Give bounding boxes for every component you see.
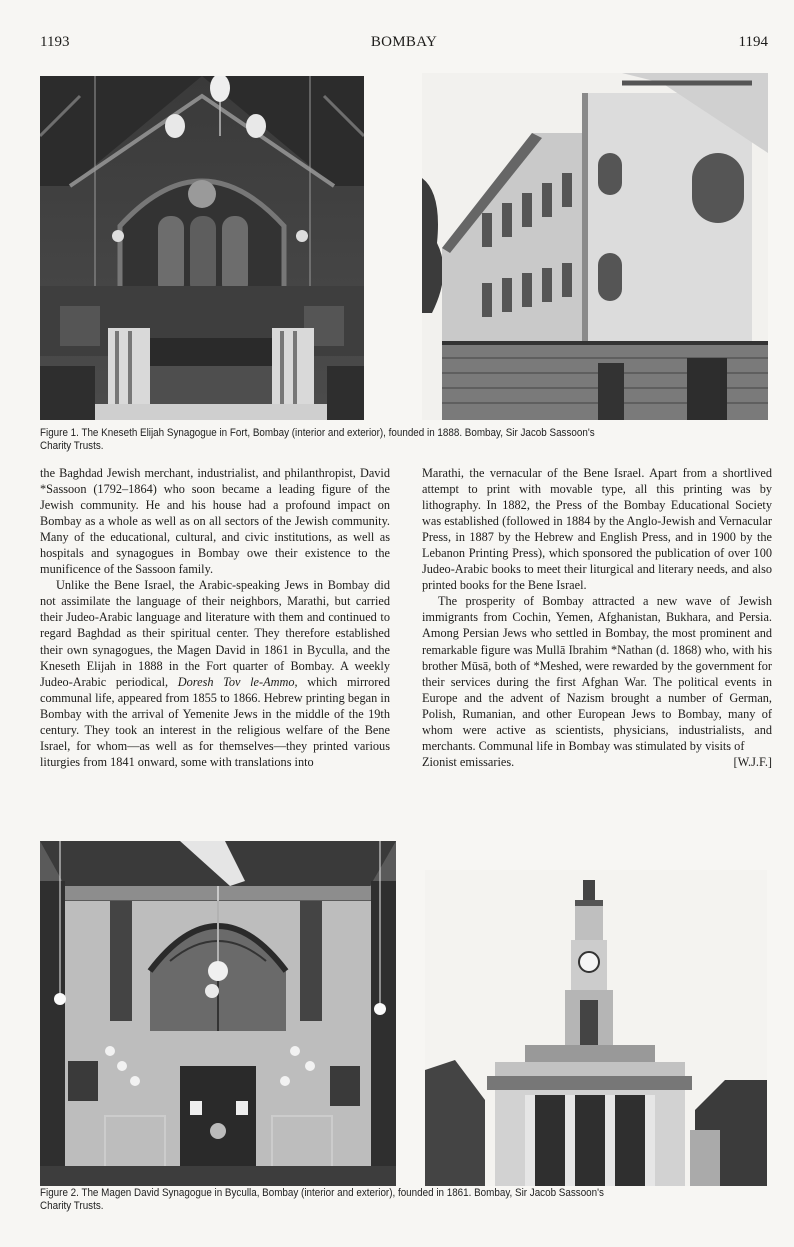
- figure2-exterior-photo: [425, 870, 767, 1186]
- figure2-caption: [40, 1187, 770, 1213]
- running-head: [40, 34, 768, 54]
- figure2-interior-photo: [40, 841, 396, 1186]
- figure1-interior-photo: [40, 76, 364, 420]
- figure1-caption-text: Figure 1. The Kneseth Elijah Synagogue in Fort, Bombay (interior and exterior), founded in 1888. Bombay, Sir Jacob Sassoon's: [40, 427, 595, 439]
- paragraph: the Baghdad Jewish merchant, industrialist, and philanthropist, David *Sassoon (1792–1864) who soon became a leading figure of the Jewish community. He and his house had a profound impact on Bombay as a whole as well as on all sectors of the Jewish community. Many of the educational, cultural, and civic institutions, as well as hospitals and synagogues in Bombay owe their existence to the munificence of the Sassoon family.: [40, 466, 390, 577]
- page-title: BOMBAY: [370, 34, 438, 50]
- synagogue-exterior-illustration: [425, 870, 767, 1186]
- figure1-exterior-photo: [422, 73, 768, 420]
- page-number-right: 1194: [738, 34, 768, 50]
- paragraph: The prosperity of Bombay attracted a new wave of Jewish immigrants from Cochin, Yemen, Afghanistan, Bukhara, and Persia. Among Persian Jews who settled in Bombay, the most prominent and remarkable figure was Mullā Ibrahim *Nathan (d. 1868) who, with his brother Mūsā, both of *Meshed, were rewarded by the government for their services during the first Afghan War. The political events in Europe and the advent of Nazism brought a number of German, Polish, Rumanian, and other European Jews to Bombay, many of whom were active as scientists, physicians, industrialists, and merchants. Communal life in Bombay was stimulated by visits of: [422, 594, 772, 753]
- figure2-caption-text: Figure 2. The Magen David Synagogue in Byculla, Bombay (interior and exterior), founded in 1861. Bombay, Sir Jacob Sassoon's: [40, 1187, 604, 1199]
- paragraph: Unlike the Bene Israel, the Arabic-speaking Jews in Bombay did not assimilate the language of their neighbors, Marathi, but carried their Judeo-Arabic language and literature with them and continued to regard Baghdad as their spiritual center. They therefore established their own synagogues, the Magen David in 1861 in Byculla, and the Kneseth Elijah in 1888 in the Fort quarter of Bombay. A weekly Judeo-Arabic periodical, Doresh Tov le-Ammo, which mirrored communal life, appeared from 1855 to 1866. Hebrew printing began in Bombay with the arrival of Yemenite Jews in the middle of the 19th century. They took an interest in the religious welfare of the Bene Israel, for whom—as well as for themselves—they printed various liturgies from 1841 onward, some with translations into: [40, 578, 390, 769]
- page-number-left: 1193: [40, 34, 70, 50]
- closing-text: Zionist emissaries.: [422, 754, 515, 769]
- closing-line: [422, 754, 772, 770]
- text-column-left: [40, 465, 390, 770]
- figure1-caption-credit: Charity Trusts.: [40, 440, 104, 452]
- figure1-caption: [40, 427, 770, 453]
- paragraph: Marathi, the vernacular of the Bene Israel. Apart from a shortlived attempt to print with movable type, all this printing was by lithography. In 1882, the Press of the Bombay Educational Society was established (followed in 1884 by the Anglo-Jewish and Vernacular Press, in 1887 by the Hebrew and English Press, and in 1900 by the Lebanon Printing Press), which sponsored the publication of over 100 Judeo-Arabic books to meet their liturgical and literary needs, and also printed books for the Bene Israel.: [422, 466, 772, 593]
- author-signature: [W.J.F.]: [733, 754, 772, 769]
- figure2-caption-credit: Charity Trusts.: [40, 1200, 104, 1212]
- synagogue-exterior-illustration: [422, 73, 768, 420]
- periodical-title: Doresh Tov le-Ammo,: [177, 674, 298, 689]
- text-column-right: [422, 465, 772, 770]
- synagogue-interior-illustration: [40, 76, 364, 420]
- synagogue-interior-illustration: [40, 841, 396, 1186]
